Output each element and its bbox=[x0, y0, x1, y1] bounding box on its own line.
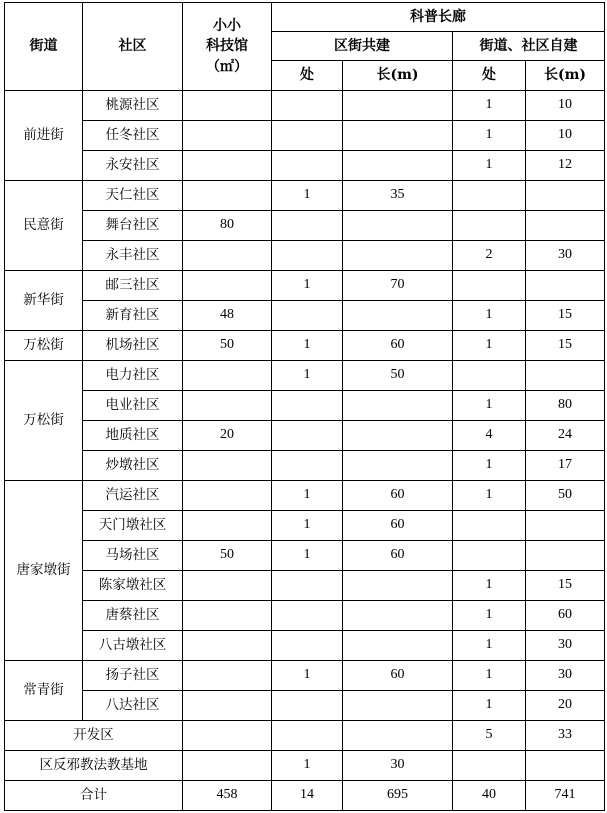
mini-museum-header bbox=[183, 3, 272, 91]
joint-length-cell: 60 bbox=[343, 661, 453, 691]
museum-area-cell: 458 bbox=[183, 781, 272, 811]
table-row bbox=[5, 241, 605, 271]
self-places-cell: 1 bbox=[453, 391, 526, 421]
joint-places-cell: 1 bbox=[272, 271, 343, 301]
joint-length-cell: 60 bbox=[343, 541, 453, 571]
joint-places-cell: 14 bbox=[272, 781, 343, 811]
mini-museum-line2: 科技馆 bbox=[206, 38, 248, 55]
self-places-cell bbox=[453, 541, 526, 571]
self-length-cell: 30 bbox=[526, 661, 605, 691]
joint-places-cell bbox=[272, 451, 343, 481]
table-row bbox=[5, 751, 605, 781]
joint-places-cell: 1 bbox=[272, 181, 343, 211]
museum-area-cell bbox=[183, 391, 272, 421]
community-cell: 马场社区 bbox=[83, 541, 183, 571]
self-places-cell: 1 bbox=[453, 631, 526, 661]
joint-places-cell bbox=[272, 721, 343, 751]
street-cell: 唐家墩街 bbox=[5, 481, 83, 661]
self-length-cell: 60 bbox=[526, 601, 605, 631]
self-length-cell: 15 bbox=[526, 331, 605, 361]
joint-length-cell bbox=[343, 601, 453, 631]
self-places-cell: 2 bbox=[453, 241, 526, 271]
self-places-cell: 1 bbox=[453, 121, 526, 151]
corridor-header: 科普长廊 bbox=[272, 3, 605, 32]
self-length-cell bbox=[526, 541, 605, 571]
street-cell: 新华街 bbox=[5, 271, 83, 331]
community-header: 社区 bbox=[83, 3, 183, 91]
self-length-cell: 12 bbox=[526, 151, 605, 181]
table-row bbox=[5, 601, 605, 631]
joint-length-cell bbox=[343, 391, 453, 421]
self-length-cell bbox=[526, 271, 605, 301]
self-length-cell bbox=[526, 751, 605, 781]
joint-places-cell bbox=[272, 241, 343, 271]
community-cell: 任冬社区 bbox=[83, 121, 183, 151]
table-row bbox=[5, 451, 605, 481]
joint-places-cell: 1 bbox=[272, 511, 343, 541]
joint-length-cell bbox=[343, 631, 453, 661]
mini-museum-line1: 小小 bbox=[213, 18, 241, 35]
self-places-cell: 1 bbox=[453, 691, 526, 721]
museum-area-cell bbox=[183, 571, 272, 601]
self-places-cell: 4 bbox=[453, 421, 526, 451]
museum-area-cell bbox=[183, 601, 272, 631]
museum-area-cell bbox=[183, 691, 272, 721]
table-row bbox=[5, 721, 605, 751]
self-length-header: 长(m) bbox=[526, 61, 605, 91]
museum-area-cell bbox=[183, 511, 272, 541]
joint-build-header: 区街共建 bbox=[272, 32, 453, 61]
table-row bbox=[5, 361, 605, 391]
street-cell: 前进街 bbox=[5, 91, 83, 181]
joint-places-cell bbox=[272, 391, 343, 421]
self-build-header: 街道、社区自建 bbox=[453, 32, 605, 61]
self-length-cell bbox=[526, 181, 605, 211]
joint-places-cell bbox=[272, 421, 343, 451]
joint-length-cell: 70 bbox=[343, 271, 453, 301]
self-length-cell: 15 bbox=[526, 571, 605, 601]
joint-length-header: 长(m) bbox=[343, 61, 453, 91]
museum-area-cell bbox=[183, 181, 272, 211]
museum-area-cell bbox=[183, 91, 272, 121]
table-row bbox=[5, 91, 605, 121]
joint-places-cell bbox=[272, 601, 343, 631]
self-places-cell: 1 bbox=[453, 301, 526, 331]
science-facilities-table bbox=[4, 2, 605, 811]
self-places-header: 处 bbox=[453, 61, 526, 91]
joint-length-cell: 695 bbox=[343, 781, 453, 811]
community-cell: 舞台社区 bbox=[83, 211, 183, 241]
table-row bbox=[5, 151, 605, 181]
self-length-cell: 10 bbox=[526, 121, 605, 151]
joint-places-cell: 1 bbox=[272, 541, 343, 571]
self-places-cell bbox=[453, 211, 526, 241]
museum-area-cell bbox=[183, 271, 272, 301]
community-cell: 扬子社区 bbox=[83, 661, 183, 691]
community-cell: 永安社区 bbox=[83, 151, 183, 181]
joint-length-cell: 50 bbox=[343, 361, 453, 391]
table-row bbox=[5, 481, 605, 511]
street-cell: 常青街 bbox=[5, 661, 83, 721]
self-length-cell bbox=[526, 361, 605, 391]
joint-length-cell: 30 bbox=[343, 751, 453, 781]
self-length-cell: 50 bbox=[526, 481, 605, 511]
community-cell: 地质社区 bbox=[83, 421, 183, 451]
self-length-cell: 10 bbox=[526, 91, 605, 121]
museum-area-cell bbox=[183, 721, 272, 751]
joint-places-cell bbox=[272, 691, 343, 721]
museum-area-cell: 50 bbox=[183, 541, 272, 571]
community-cell: 炒墩社区 bbox=[83, 451, 183, 481]
joint-length-cell: 60 bbox=[343, 331, 453, 361]
table-row bbox=[5, 301, 605, 331]
self-length-cell bbox=[526, 211, 605, 241]
community-cell: 电力社区 bbox=[83, 361, 183, 391]
museum-area-cell bbox=[183, 361, 272, 391]
museum-area-cell bbox=[183, 751, 272, 781]
joint-places-cell: 1 bbox=[272, 481, 343, 511]
table-row bbox=[5, 181, 605, 211]
joint-places-cell bbox=[272, 211, 343, 241]
joint-places-cell: 1 bbox=[272, 751, 343, 781]
mini-museum-unit: （㎡） bbox=[206, 58, 248, 75]
museum-area-cell bbox=[183, 151, 272, 181]
street-cell: 万松街 bbox=[5, 331, 83, 361]
self-places-cell: 1 bbox=[453, 571, 526, 601]
joint-length-cell bbox=[343, 421, 453, 451]
self-length-cell bbox=[526, 511, 605, 541]
table-row bbox=[5, 391, 605, 421]
self-places-cell bbox=[453, 511, 526, 541]
community-cell: 桃源社区 bbox=[83, 91, 183, 121]
community-cell: 电业社区 bbox=[83, 391, 183, 421]
joint-length-cell bbox=[343, 451, 453, 481]
row-label-cell: 区反邪教法教基地 bbox=[5, 751, 183, 781]
joint-length-cell bbox=[343, 721, 453, 751]
table-row bbox=[5, 511, 605, 541]
self-length-cell: 24 bbox=[526, 421, 605, 451]
joint-places-cell bbox=[272, 151, 343, 181]
museum-area-cell: 48 bbox=[183, 301, 272, 331]
self-length-cell: 17 bbox=[526, 451, 605, 481]
table-row bbox=[5, 661, 605, 691]
joint-places-cell bbox=[272, 91, 343, 121]
table-body bbox=[5, 91, 605, 811]
community-cell: 天仁社区 bbox=[83, 181, 183, 211]
community-cell: 新育社区 bbox=[83, 301, 183, 331]
joint-length-cell bbox=[343, 691, 453, 721]
street-cell: 万松街 bbox=[5, 361, 83, 481]
joint-places-header: 处 bbox=[272, 61, 343, 91]
self-places-cell: 1 bbox=[453, 331, 526, 361]
self-places-cell: 1 bbox=[453, 151, 526, 181]
street-cell: 民意街 bbox=[5, 181, 83, 271]
museum-area-cell bbox=[183, 451, 272, 481]
community-cell: 汽运社区 bbox=[83, 481, 183, 511]
table-row bbox=[5, 271, 605, 301]
community-cell: 唐蔡社区 bbox=[83, 601, 183, 631]
table-row bbox=[5, 631, 605, 661]
joint-length-cell: 60 bbox=[343, 481, 453, 511]
community-cell: 天门墩社区 bbox=[83, 511, 183, 541]
joint-places-cell: 1 bbox=[272, 361, 343, 391]
community-cell: 邮三社区 bbox=[83, 271, 183, 301]
street-header: 街道 bbox=[5, 3, 83, 91]
joint-length-cell bbox=[343, 211, 453, 241]
self-places-cell: 1 bbox=[453, 601, 526, 631]
museum-area-cell bbox=[183, 661, 272, 691]
joint-places-cell bbox=[272, 121, 343, 151]
joint-places-cell bbox=[272, 631, 343, 661]
table-row bbox=[5, 571, 605, 601]
museum-area-cell bbox=[183, 241, 272, 271]
self-places-cell: 1 bbox=[453, 91, 526, 121]
table-header bbox=[5, 3, 605, 91]
joint-length-cell bbox=[343, 121, 453, 151]
joint-length-cell bbox=[343, 91, 453, 121]
table-row bbox=[5, 211, 605, 241]
joint-length-cell: 35 bbox=[343, 181, 453, 211]
self-length-cell: 20 bbox=[526, 691, 605, 721]
self-places-cell: 1 bbox=[453, 481, 526, 511]
self-length-cell: 15 bbox=[526, 301, 605, 331]
joint-length-cell bbox=[343, 301, 453, 331]
community-cell: 机场社区 bbox=[83, 331, 183, 361]
joint-places-cell bbox=[272, 571, 343, 601]
self-places-cell: 1 bbox=[453, 451, 526, 481]
self-length-cell: 33 bbox=[526, 721, 605, 751]
table-row bbox=[5, 421, 605, 451]
joint-length-cell bbox=[343, 151, 453, 181]
joint-places-cell: 1 bbox=[272, 661, 343, 691]
joint-length-cell: 60 bbox=[343, 511, 453, 541]
museum-area-cell bbox=[183, 481, 272, 511]
museum-area-cell: 20 bbox=[183, 421, 272, 451]
joint-places-cell bbox=[272, 301, 343, 331]
community-cell: 永丰社区 bbox=[83, 241, 183, 271]
table-row bbox=[5, 691, 605, 721]
self-length-cell: 80 bbox=[526, 391, 605, 421]
table-row bbox=[5, 331, 605, 361]
table-row bbox=[5, 121, 605, 151]
community-cell: 陈家墩社区 bbox=[83, 571, 183, 601]
joint-length-cell bbox=[343, 241, 453, 271]
row-label-cell: 合计 bbox=[5, 781, 183, 811]
self-places-cell bbox=[453, 361, 526, 391]
row-label-cell: 开发区 bbox=[5, 721, 183, 751]
self-places-cell bbox=[453, 181, 526, 211]
self-places-cell bbox=[453, 751, 526, 781]
table-row bbox=[5, 541, 605, 571]
self-places-cell bbox=[453, 271, 526, 301]
self-length-cell: 741 bbox=[526, 781, 605, 811]
joint-places-cell: 1 bbox=[272, 331, 343, 361]
total-row bbox=[5, 781, 605, 811]
self-length-cell: 30 bbox=[526, 241, 605, 271]
community-cell: 八古墩社区 bbox=[83, 631, 183, 661]
museum-area-cell bbox=[183, 121, 272, 151]
self-places-cell: 40 bbox=[453, 781, 526, 811]
self-places-cell: 1 bbox=[453, 661, 526, 691]
self-length-cell: 30 bbox=[526, 631, 605, 661]
joint-length-cell bbox=[343, 571, 453, 601]
museum-area-cell bbox=[183, 631, 272, 661]
museum-area-cell: 50 bbox=[183, 331, 272, 361]
museum-area-cell: 80 bbox=[183, 211, 272, 241]
self-places-cell: 5 bbox=[453, 721, 526, 751]
community-cell: 八达社区 bbox=[83, 691, 183, 721]
